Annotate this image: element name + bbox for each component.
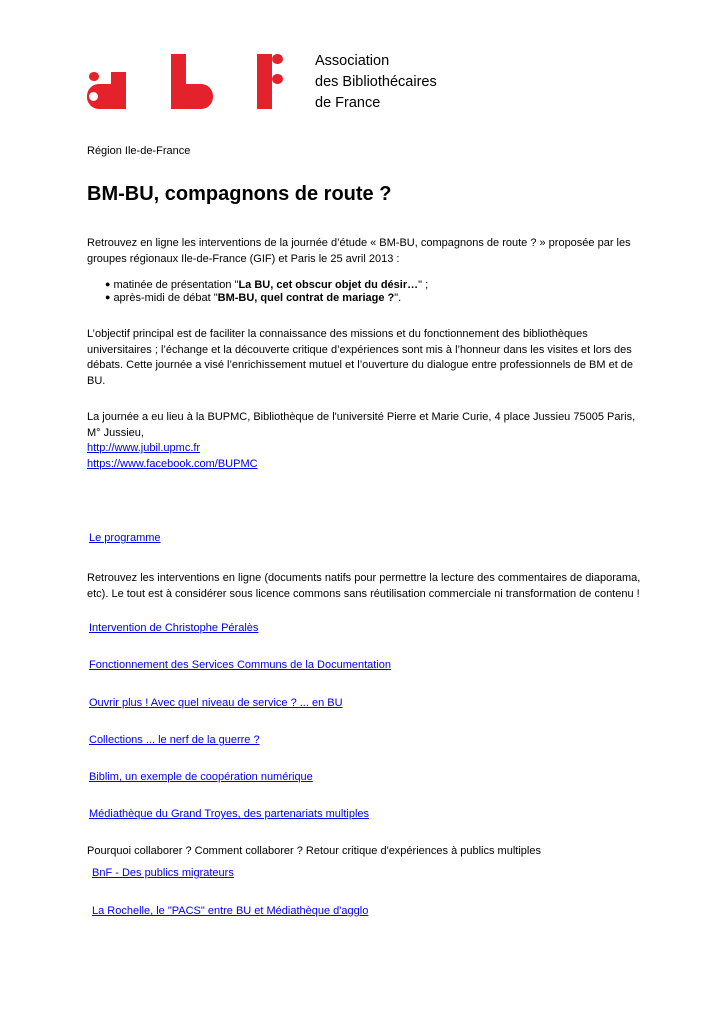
jubil-link[interactable]: http://www.jubil.upmc.fr	[87, 442, 201, 455]
venue-block	[87, 410, 647, 472]
session-prefix: matinée de présentation "	[113, 279, 239, 291]
objective-paragraph: L’objectif principal est de faciliter la connaissance des missions et du fonctionnement des bibliothèques universitaires ; l’échange et la découverte critique d’expériences sont mis à l’honneur dans les visites et lors des débats. Cette journée a visé l’enrichissement mutuel et l’ouverture du dialogue entre professionnels de BM et de BU.	[87, 328, 634, 387]
collab-link-1[interactable]: BnF - Des publics migrateurs	[92, 867, 234, 879]
intervention-link-2[interactable]: Fonctionnement des Services Communs de la Documentation	[89, 659, 392, 671]
interventions-intro: Retrouvez les interventions en ligne (documents natifs pour permettre la lecture des commentaires de diaporama, etc). Le tout est à considérer sous licence commons sans réutilisation commerciale ni transformation de contenu !	[87, 572, 641, 600]
region-label: Région Ile-de-France	[87, 145, 191, 157]
collab-link-2[interactable]: La Rochelle, le "PACS" entre BU et Médiathèque d'agglo	[92, 905, 369, 917]
session-prefix: après-midi de débat "	[113, 291, 218, 304]
sessions-list	[105, 279, 428, 304]
facebook-link[interactable]: https://www.facebook.com/BUPMC	[87, 457, 258, 470]
programme-link[interactable]: Le programme	[89, 532, 161, 544]
org-line-3: de France	[315, 95, 381, 111]
intro-paragraph: Retrouvez en ligne les interventions de la journée d’étude « BM-BU, compagnons de route ? » proposée par les groupes régionaux Ile-de-France (GIF) et Paris le 25 avril 2013 :	[87, 237, 631, 265]
organization-name	[315, 51, 437, 114]
intervention-link-5[interactable]: Biblim, un exemple de coopération numérique	[89, 771, 313, 783]
session-item	[105, 292, 428, 305]
logo-f-top	[272, 54, 283, 64]
page-title: BM-BU, compagnons de route ?	[87, 183, 392, 205]
org-line-1: Association	[315, 53, 390, 69]
session-suffix: " ;	[418, 279, 429, 291]
logo-b-bowl	[186, 84, 213, 109]
intervention-link-6[interactable]: Médiathèque du Grand Troyes, des partenariats multiples	[89, 808, 370, 820]
intervention-link-3[interactable]: Ouvrir plus ! Avec quel niveau de service ? ... en BU	[89, 697, 343, 709]
session-suffix: ".	[394, 291, 402, 304]
bullet-icon: ●	[105, 291, 111, 302]
logo-b-stem	[171, 54, 186, 109]
venue-text: La journée a eu lieu à la BUPMC, Bibliothèque de l'université Pierre et Marie Curie, 4 place Jussieu 75005 Paris, M° Jussieu,	[87, 411, 636, 439]
bullet-icon: ●	[105, 279, 111, 289]
abf-logo	[87, 52, 302, 112]
logo-f-mid	[272, 74, 283, 84]
org-line-2: des Bibliothécaires	[315, 74, 437, 90]
intervention-link-1[interactable]: Intervention de Christophe Péralès	[89, 622, 259, 634]
collab-question: Pourquoi collaborer ? Comment collaborer ? Retour critique d'expériences à publics multiples	[87, 845, 541, 857]
intervention-link-4[interactable]: Collections ... le nerf de la guerre ?	[89, 734, 260, 746]
session-item	[105, 279, 428, 292]
logo-f-stem	[257, 54, 272, 109]
session-title: La BU, cet obscur objet du désir…	[238, 279, 419, 291]
session-title: BM-BU, quel contrat de mariage ?	[217, 291, 395, 304]
logo-a-dot	[89, 72, 99, 81]
